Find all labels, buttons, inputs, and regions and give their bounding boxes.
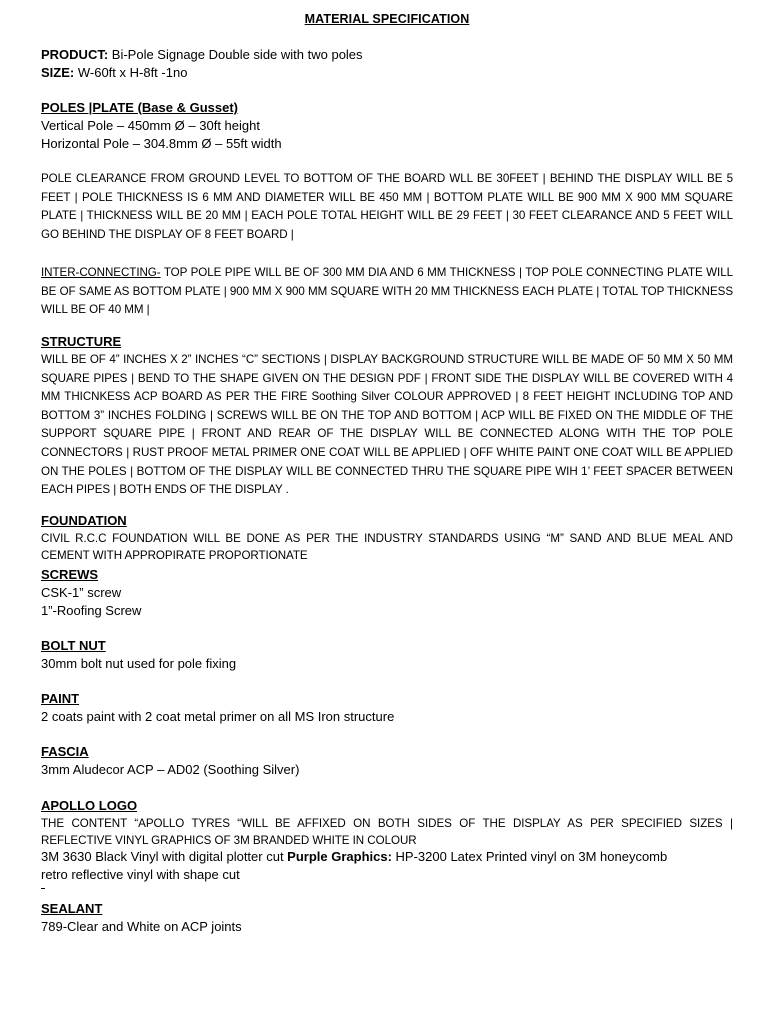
apollo-vinyl-line	[41, 848, 667, 866]
apollo-vinyl-text-c: HP-3200 Latex Printed vinyl on 3M honeycomb	[391, 849, 668, 864]
sealant-heading: SEALANT	[41, 901, 103, 916]
separator-mark	[41, 888, 45, 889]
foundation-heading: FOUNDATION	[41, 513, 127, 528]
fascia-heading: FASCIA	[41, 744, 89, 759]
screws-heading: SCREWS	[41, 567, 99, 582]
apollo-vinyl-text-a: 3M 3630 Black Vinyl with digital plotter cut	[41, 849, 288, 864]
sealant-text: 789-Clear and White on ACP joints	[41, 919, 242, 934]
product-label: PRODUCT:	[41, 47, 109, 62]
apollo-logo-paragraph: THE CONTENT “APOLLO TYRES “WILL BE AFFIXED ON BOTH SIDES OF THE DISPLAY AS PER SPECIFIED SIZES | REFLECTIVE VINYL GRAPHICS OF 3M BRANDED WHITE IN COLOUR	[41, 817, 733, 847]
inter-connecting-label: INTER-CONNECTING-	[41, 266, 161, 279]
apollo-retro-line: retro reflective vinyl with shape cut	[41, 867, 240, 882]
structure-paragraph: WILL BE OF 4” INCHES X 2” INCHES “C” SECTIONS | DISPLAY BACKGROUND STRUCTURE WILL BE MADE OF 50 MM X 50 MM SQUARE PIPES | BEND TO THE SHAPE GIVEN ON THE DESIGN PDF | FRONT SIDE THE DISPLAY WILL BE COVERED WITH 4 MM THICNKESS ACP BOARD AS PER THE FIRE Soothing Silver COLOUR APPROVED | 8 FEET HEIGHT INCLUDING TOP AND BOTTOM 3” INCHES FOLDING | SCREWS WILL BE ON THE TOP AND BOTTOM | ACP WILL BE FIXED ON THE MIDDLE OF THE SUPPORT SQUARE PIPE | FRONT AND REAR OF THE DISPLAY WILL BE CONNECTED ALONG WITH THE TOP POLE CONNECTORS | RUST PROOF METAL PRIMER ONE COAT WILL BE APPLIED | OFF WHITE PAINT ONE COAT WILL BE APPLIED ON THE POLES | BOTTOM OF THE DISPLAY WILL BE CONNECTED THRU THE SQUARE PIPE WIH 1’ FEET SPACER BETWEEN EACH PIPES | BOTH ENDS OF THE DISPLAY .	[41, 353, 733, 497]
purple-graphics-label: Purple Graphics:	[287, 849, 392, 864]
fascia-text: 3mm Aludecor ACP – AD02 (Soothing Silver)	[41, 762, 300, 777]
product-value: Bi-Pole Signage Double side with two poles	[108, 47, 363, 62]
size-line	[41, 64, 187, 82]
bolt-nut-heading: BOLT NUT	[41, 638, 106, 653]
vertical-pole-line: Vertical Pole – 450mm Ø – 30ft height	[41, 118, 260, 133]
size-label: SIZE:	[41, 65, 75, 80]
structure-heading: STRUCTURE	[41, 334, 122, 349]
horizontal-pole-line: Horizontal Pole – 304.8mm Ø – 55ft width	[41, 136, 282, 151]
page-title: MATERIAL SPECIFICATION	[304, 12, 470, 26]
poles-heading: POLES |PLATE (Base & Gusset)	[41, 100, 238, 115]
size-value: W-60ft x H-8ft -1no	[74, 65, 188, 80]
inter-connecting-text: TOP POLE PIPE WILL BE OF 300 MM DIA AND 6 MM THICKNESS | TOP POLE CONNECTING PLATE WILL BE OF SAME AS BOTTOM PLATE | 900 MM X 900 MM SQUARE WITH 20 MM THICKNESS EACH PLATE | TOTAL TOP THICKNESS WILL BE OF 40 MM |	[41, 266, 733, 317]
foundation-paragraph: CIVIL R.C.C FOUNDATION WILL BE DONE AS PER THE INDUSTRY STANDARDS USING “M” SAND AND BLUE MEAL AND CEMENT WITH APPROPIRATE PROPORTIONATE	[41, 532, 733, 562]
pole-clearance-paragraph: POLE CLEARANCE FROM GROUND LEVEL TO BOTTOM OF THE BOARD WLL BE 30FEET | BEHIND THE DISPLAY WILL BE 5 FEET | POLE THICKNESS IS 6 MM AND DIAMETER WILL BE 450 MM | BOTTOM PLATE WILL BE 900 MM X 900 MM SQUARE PLATE | THICKNESS WILL BE 20 MM | EACH POLE TOTAL HEIGHT WILL BE 29 FEET | 30 FEET CLEARANCE AND 5 FEET WILL GO BEHIND THE DISPLAY OF 8 FEET BOARD |	[41, 172, 733, 241]
paint-text: 2 coats paint with 2 coat metal primer on all MS Iron structure	[41, 709, 395, 724]
screws-line-csk: CSK-1” screw	[41, 585, 122, 600]
inter-connecting-paragraph	[41, 264, 733, 320]
product-line	[41, 46, 363, 64]
screws-line-roofing: 1”-Roofing Screw	[41, 603, 142, 618]
apollo-logo-heading: APOLLO LOGO	[41, 798, 138, 813]
paint-heading: PAINT	[41, 691, 80, 706]
bolt-nut-text: 30mm bolt nut used for pole fixing	[41, 656, 237, 671]
